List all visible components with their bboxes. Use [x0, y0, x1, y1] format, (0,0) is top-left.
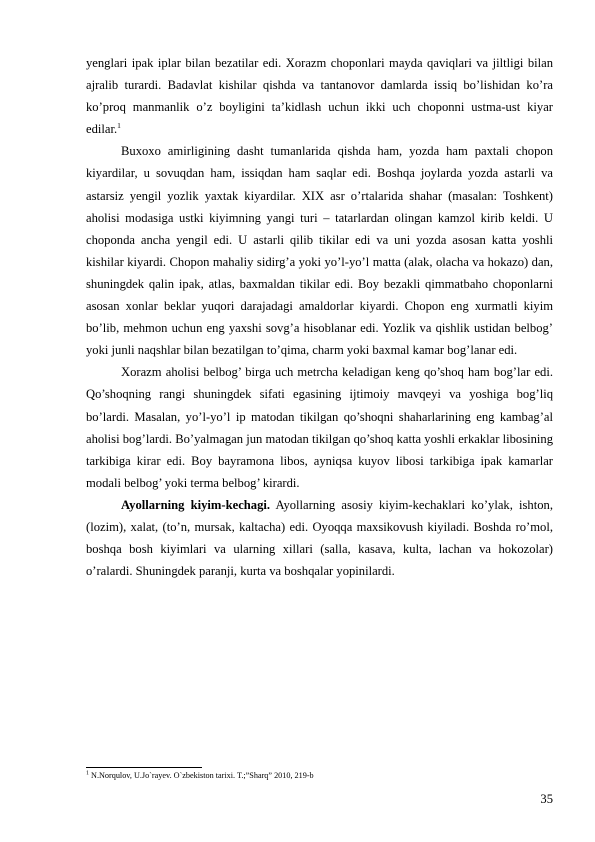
paragraph-text: Ayollarning asosiy kiyim-kechaklari ko’ylak, ishton, (lozim), xalat, (to’n, mursak, kaltacha) edi. Oyoqqa maxsikovush kiyiladi. Boshda ro’mol, boshqa bosh kiyimlari va ularning xillari (salla, kasava, kulta, lachan va hokozolar) o’ralardi. Shuningdek paranji, kurta va boshqalar yopinilardi.	[86, 497, 553, 579]
footnote-mark: 1	[86, 770, 89, 777]
footnote-divider	[86, 767, 202, 768]
footnote	[86, 771, 314, 781]
paragraph-chopon-xorazm	[86, 52, 553, 140]
document-body	[86, 52, 553, 582]
footnote-reference: 1	[117, 121, 121, 131]
paragraph-qoshoq-belbog: Xorazm aholisi belbog’ birga uch metrcha keladigan keng qo’shoq ham bog’lar edi. Qo’shoqning rangi shuningdek sifati egasining ijtimoiy mavqeyi va yoshiga bog’liq bo’lardi. Masalan, yo’l-yo’l ip matodan tikilgan qo’shoqni shaharlarining eng kambag’al aholisi bog’lardi. Bo’yalmagan jun matodan tikilgan qo’shoq katta yoshli erkaklar libosining tarkibiga kirar edi. Boy bayramona libos, ayniqsa kuyov libosi tarkibiga ipak kamarlar modali belbog’ yoki terma belbog’ kirardi.	[86, 365, 553, 490]
paragraph-text: yenglari ipak iplar bilan bezatilar edi. Xorazm choponlari mayda qaviqlari va jiltligi bilan ajralib turardi. Badavlat kishilar qishda va tantanovor damlarda issiq bo’lishidan ko’ra ko’proq manmanlik o’z boyligini ta’kidlash uchun ikki uch choponni ustma-ust kiyar edilar.	[86, 56, 553, 137]
page-number: 35	[540, 792, 553, 806]
paragraph-buxoro-chopon: Buxoxo amirligining dasht tumanlarida qishda ham, yozda ham paxtali chopon kiyardilar, u sovuqdan ham, issiqdan ham saqlar edi. Boshqa joylarda yozda astarli va astarsiz yengil yozlik yaxtak kiyardilar. XIX asr o’rtalarida shahar (masalan: Toshkent) aholisi modasiga ustki kiyimning yangi turi – tatarlardan olingan kamzol kirib keldi. U choponda ancha yengil edi. U astarli qilib tikilar edi va uni yozda asosan katta yoshli kishilar kiyardi. Chopon mahaliy sidirg’a yoki yo’l-yo’l matta (alak, olacha va hokazo) dan, shuningdek qalin ipak, atlas, baxmaldan tikilar edi. Boy bezakli qimmatbaho choponlarni asosan xonlar beklar yuqori darajadagi amaldorlar kiyardi. Chopon eng xurmatli kiyim bo’lib, mehmon uchun eng yaxshi sovg’a hisoblanar edi. Yozlik va qishlik ustidan belbog’ yoki junli naqshlar bilan bezatilgan to’qima, charm yoki baxmal kamar bog’lanar edi.	[86, 144, 553, 358]
footnote-text: N.Norqulov, U.Jo`rayev. O`zbekiston tarixi. T.;”Sharq” 2010, 219-b	[89, 771, 314, 780]
paragraph-ayollar-kiyimi	[86, 494, 553, 582]
section-heading: Ayollarning kiyim-kechagi.	[121, 497, 271, 512]
